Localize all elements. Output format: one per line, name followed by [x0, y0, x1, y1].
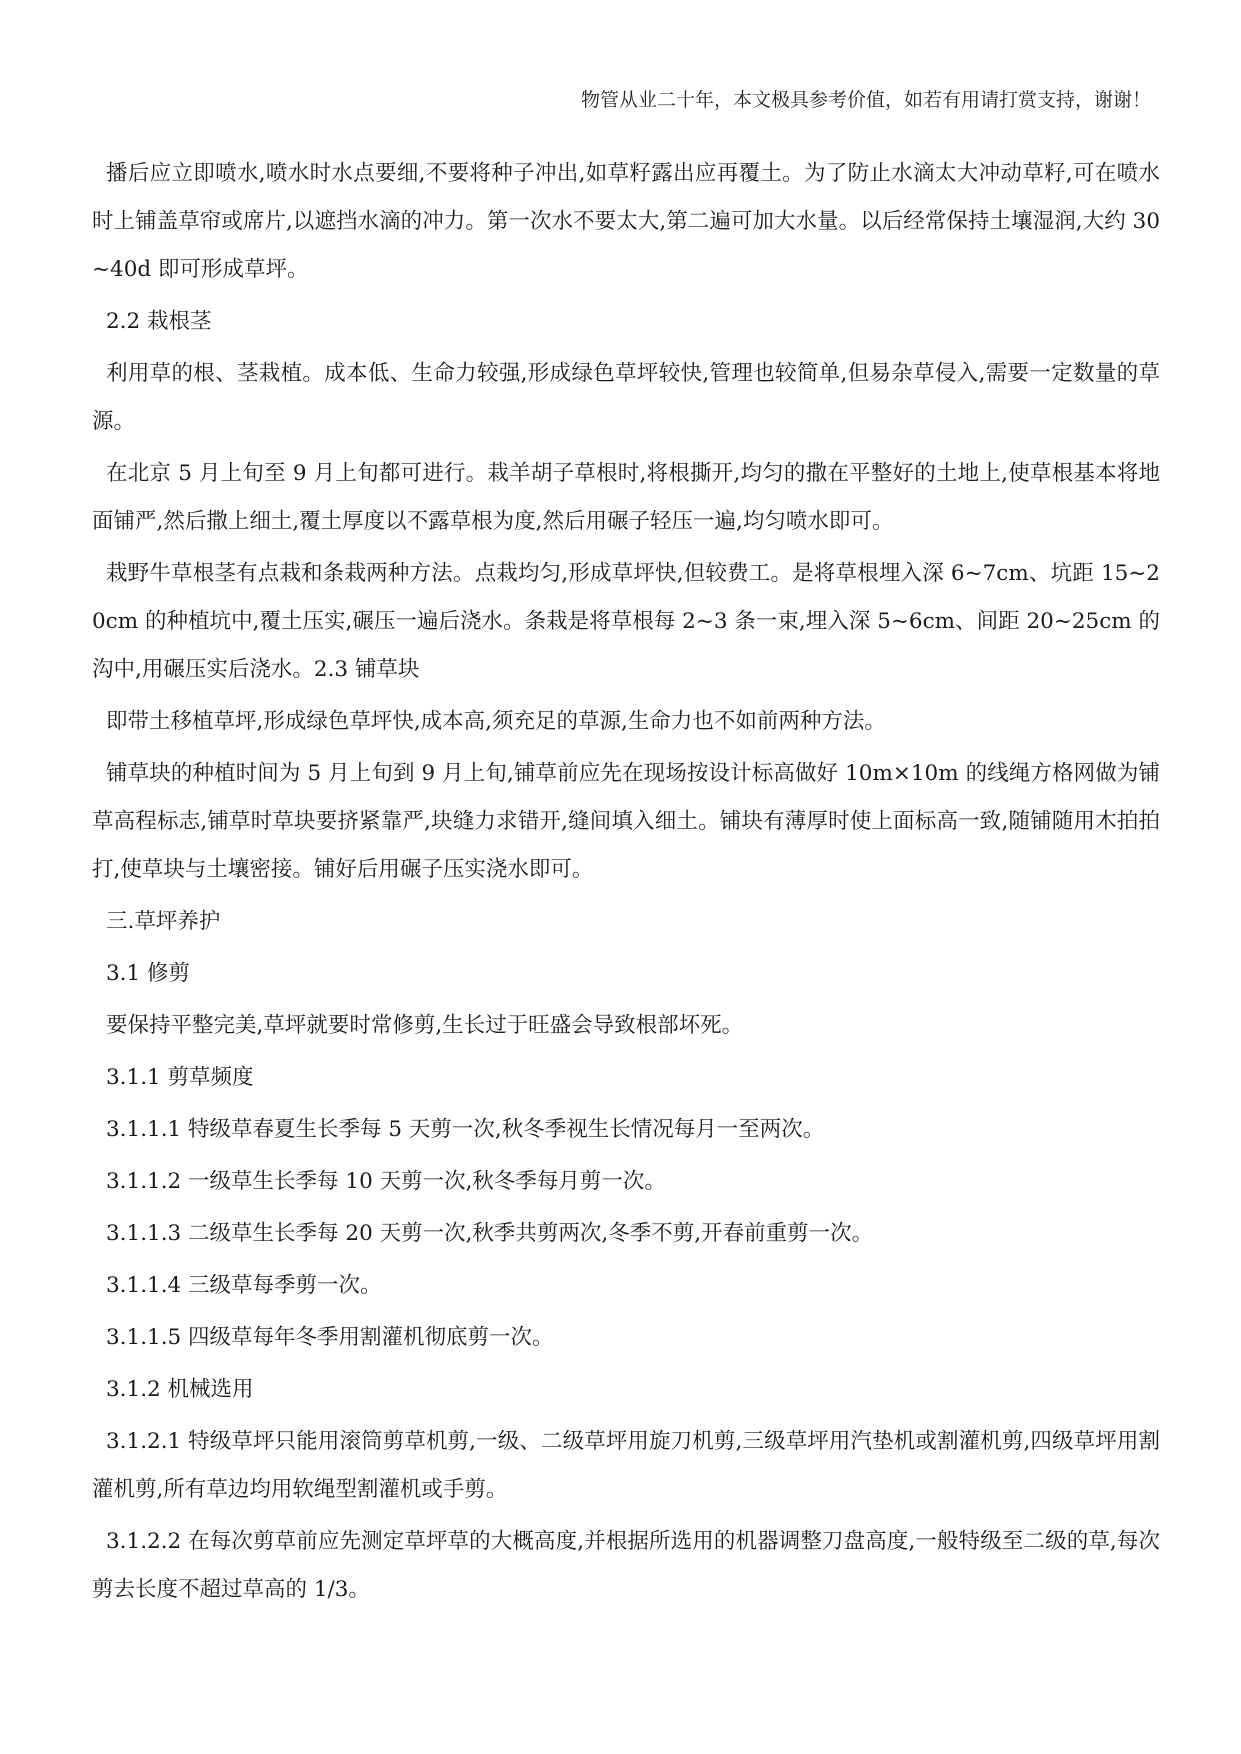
- heading-2-2: 2.2 栽根茎: [106, 309, 212, 334]
- paragraph-mowing-intro: 要保持平整完美,草坪就要时常修剪,生长过于旺盛会导致根部坏死。: [106, 1013, 744, 1038]
- paragraph-sod-transplant: 即带土移植草坪,形成绿色草坪快,成本高,须充足的草源,生命力也不如前两种方法。: [106, 709, 886, 734]
- heading-3-1-2: 3.1.2 机械选用: [106, 1377, 254, 1402]
- paragraph-watering: 播后应立即喷水,喷水时水点要细,不要将种子冲出,如草籽露出应再覆土。为了防止水滴太大冲动草籽,可在喷水时上铺盖草帘或席片,以遮挡水滴的冲力。第一次水不要太大,第二遍可加大水量。以后经常保持土壤湿润,大约 30~40d 即可形成草坪。: [92, 161, 1160, 282]
- item-3-1-1-4: 3.1.1.4 三级草每季剪一次。: [106, 1273, 382, 1298]
- item-3-1-1-2: 3.1.1.2 一级草生长季每 10 天剪一次,秋冬季每月剪一次。: [106, 1169, 666, 1194]
- paragraph-buffalo-grass: 栽野牛草根茎有点栽和条栽两种方法。点栽均匀,形成草坪快,但较费工。是将草根埋入深 6~7cm、坑距 15~20cm 的种植坑中,覆土压实,碾压一遍后浇水。条栽是将草根每 2~3 条一束,埋入深 5~6cm、间距 20~25cm 的沟中,用碾压实后浇水。2.3 铺草块: [92, 561, 1160, 682]
- item-3-1-2-1: 3.1.2.1 特级草坪只能用滚筒剪草机剪,一级、二级草坪用旋刀机剪,三级草坪用汽垫机或割灌机剪,四级草坪用割灌机剪,所有草边均用软绳型割灌机或手剪。: [92, 1429, 1160, 1502]
- heading-3-1: 3.1 修剪: [106, 961, 191, 986]
- heading-3: 三.草坪养护: [106, 909, 221, 934]
- document-body: [92, 150, 1160, 1618]
- item-3-1-2-2: 3.1.2.2 在每次剪草前应先测定草坪草的大概高度,并根据所选用的机器调整刀盘高度,一般特级至二级的草,每次剪去长度不超过草高的 1/3。: [92, 1529, 1160, 1602]
- header-note: 物管从业二十年，本文极具参考价值，如若有用请打赏支持，谢谢！: [580, 89, 1151, 111]
- item-3-1-1-1: 3.1.1.1 特级草春夏生长季每 5 天剪一次,秋冬季视生长情况每月一至两次。: [106, 1117, 825, 1142]
- paragraph-beijing: 在北京 5 月上旬至 9 月上旬都可进行。栽羊胡子草根时,将根撕开,均匀的撒在平整好的土地上,使草根基本将地面铺严,然后撒上细土,覆土厚度以不露草根为度,然后用碾子轻压一遍,均匀喷水即可。: [92, 461, 1160, 534]
- item-3-1-1-3: 3.1.1.3 二级草生长季每 20 天剪一次,秋季共剪两次,冬季不剪,开春前重剪一次。: [106, 1221, 874, 1246]
- heading-3-1-1: 3.1.1 剪草频度: [106, 1065, 254, 1090]
- paragraph-root-planting: 利用草的根、茎栽植。成本低、生命力较强,形成绿色草坪较快,管理也较简单,但易杂草侵入,需要一定数量的草源。: [92, 361, 1160, 434]
- paragraph-sod-laying: 铺草块的种植时间为 5 月上旬到 9 月上旬,铺草前应先在现场按设计标高做好 10m×10m 的线绳方格网做为铺草高程标志,铺草时草块要挤紧靠严,块缝力求错开,缝间填入细土。铺块有薄厚时使上面标高一致,随铺随用木拍拍打,使草块与土壤密接。铺好后用碾子压实浇水即可。: [92, 761, 1160, 882]
- item-3-1-1-5: 3.1.1.5 四级草每年冬季用割灌机彻底剪一次。: [106, 1325, 554, 1350]
